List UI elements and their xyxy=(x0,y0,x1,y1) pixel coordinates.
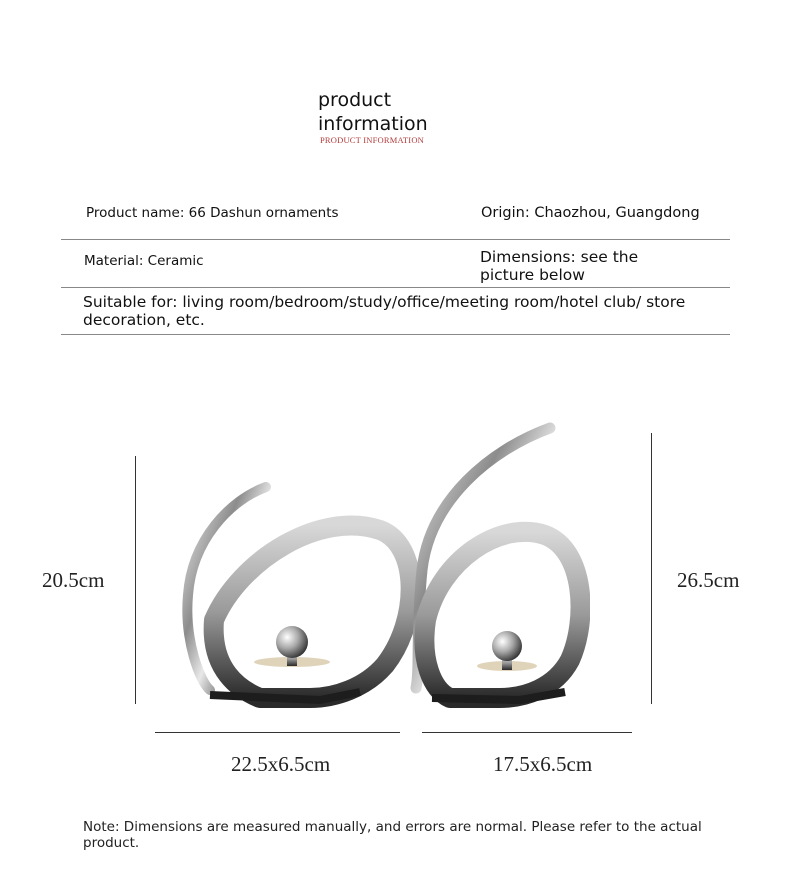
material: Material: Ceramic xyxy=(84,253,204,269)
table-divider xyxy=(61,287,730,288)
product-name: Product name: 66 Dashun ornaments xyxy=(86,205,339,221)
section-title xyxy=(318,88,468,146)
table-divider xyxy=(61,239,730,240)
right-width-line xyxy=(422,732,632,733)
left-height-label: 20.5cm xyxy=(42,568,105,592)
title-text: product information xyxy=(318,89,428,135)
note: Note: Dimensions are measured manually, and errors are normal. Please refer to the actual product. xyxy=(83,819,702,851)
right-sculpture xyxy=(416,428,581,700)
suitable-for: Suitable for: living room/bedroom/study/office/meeting room/hotel club/ store decoration, etc. xyxy=(83,293,686,329)
left-width-label: 22.5x6.5cm xyxy=(231,752,331,776)
right-width-label: 17.5x6.5cm xyxy=(493,752,593,776)
left-width-line xyxy=(155,732,400,733)
origin: Origin: Chaozhou, Guangdong xyxy=(481,205,700,221)
title-subtitle: PRODUCT INFORMATION xyxy=(320,135,425,145)
left-height-line xyxy=(135,456,136,704)
right-height-line xyxy=(651,433,652,704)
product-image xyxy=(170,420,590,710)
dimensions-note: Dimensions: see the picture below xyxy=(480,248,639,284)
left-sculpture xyxy=(187,487,410,700)
right-height-label: 26.5cm xyxy=(677,568,740,592)
table-divider xyxy=(61,334,730,335)
